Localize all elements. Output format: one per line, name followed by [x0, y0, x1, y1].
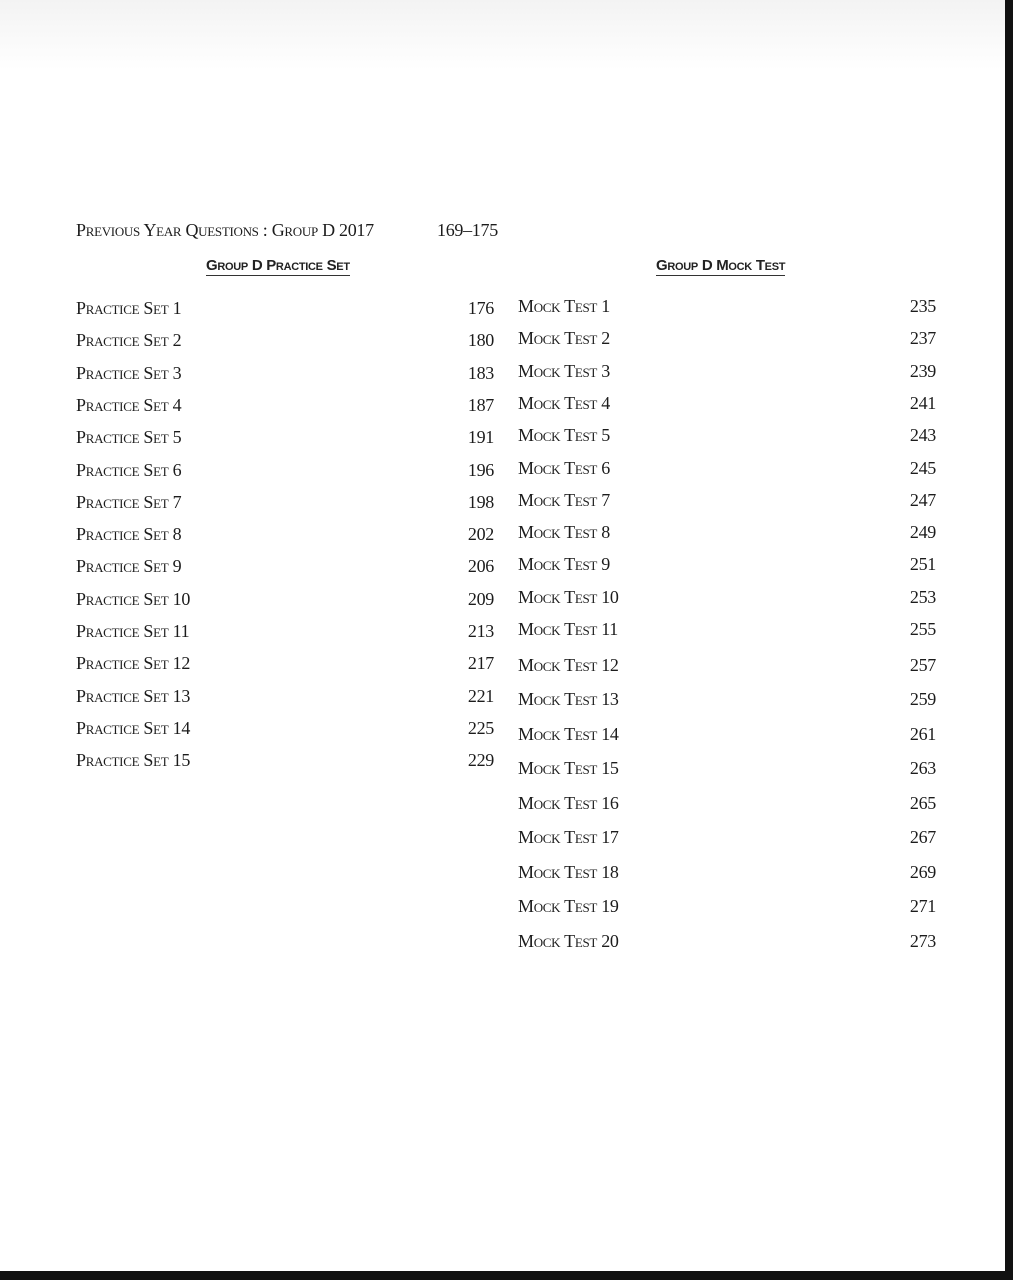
mock-test-label: Mock Test 18	[518, 862, 619, 882]
mock-test-label: Mock Test 11	[518, 619, 618, 639]
mock-test-entry	[518, 724, 936, 748]
mock-test-entry	[518, 587, 936, 611]
practice-set-page-number: 217	[467, 653, 494, 673]
mock-test-entry	[518, 393, 936, 417]
practice-set-entry	[76, 621, 494, 645]
mock-test-entry	[518, 490, 936, 514]
practice-set-heading: Group D Practice Set	[206, 257, 350, 274]
mock-test-entry	[518, 793, 936, 817]
practice-set-page-number: 202	[467, 524, 494, 544]
mock-test-label: Mock Test 13	[518, 689, 619, 709]
mock-test-entry	[518, 619, 936, 643]
scan-shadow	[0, 0, 1005, 70]
practice-set-entry	[76, 298, 494, 322]
mock-test-heading: Group D Mock Test	[656, 257, 786, 274]
mock-test-label: Mock Test 2	[518, 328, 610, 348]
practice-set-entry	[76, 363, 494, 387]
practice-set-label: Practice Set 3	[76, 363, 182, 383]
mock-test-entry	[518, 328, 936, 352]
mock-test-page-number: 273	[909, 931, 936, 951]
mock-test-label: Mock Test 1	[518, 296, 610, 316]
practice-set-label: Practice Set 5	[76, 427, 182, 447]
practice-set-page-number: 229	[467, 750, 494, 770]
mock-test-entry	[518, 296, 936, 320]
practice-set-entry	[76, 589, 494, 613]
practice-set-page-number: 196	[467, 460, 494, 480]
previous-year-pages: 169–175	[437, 220, 498, 240]
mock-test-label: Mock Test 17	[518, 827, 619, 847]
mock-test-label: Mock Test 4	[518, 393, 610, 413]
practice-set-label: Practice Set 6	[76, 460, 182, 480]
practice-set-label: Practice Set 1	[76, 298, 182, 318]
practice-set-entry	[76, 686, 494, 710]
mock-test-entry	[518, 554, 936, 578]
mock-test-page-number: 267	[909, 827, 936, 847]
mock-test-label: Mock Test 19	[518, 896, 619, 916]
mock-test-page-number: 247	[909, 490, 936, 510]
mock-test-entry	[518, 862, 936, 886]
mock-test-page-number: 257	[909, 655, 936, 675]
practice-set-page-number: 191	[467, 427, 494, 447]
practice-set-page-number: 225	[467, 718, 494, 738]
practice-set-page-number: 176	[467, 298, 494, 318]
practice-set-label: Practice Set 2	[76, 330, 182, 350]
mock-test-entry	[518, 896, 936, 920]
mock-test-page-number: 265	[909, 793, 936, 813]
practice-set-entry	[76, 395, 494, 419]
mock-test-page-number: 249	[909, 522, 936, 542]
practice-set-entry	[76, 653, 494, 677]
mock-test-page-number: 269	[909, 862, 936, 882]
mock-test-label: Mock Test 16	[518, 793, 619, 813]
mock-test-page-number: 245	[909, 458, 936, 478]
practice-set-label: Practice Set 8	[76, 524, 182, 544]
mock-test-entry	[518, 522, 936, 546]
practice-set-entry	[76, 718, 494, 742]
practice-set-label: Practice Set 10	[76, 589, 191, 609]
previous-year-entry	[76, 220, 496, 244]
practice-set-label: Practice Set 15	[76, 750, 191, 770]
mock-test-entry	[518, 689, 936, 713]
practice-set-entry	[76, 492, 494, 516]
practice-set-label: Practice Set 9	[76, 556, 182, 576]
practice-set-label: Practice Set 14	[76, 718, 191, 738]
mock-test-label: Mock Test 6	[518, 458, 610, 478]
mock-test-entry	[518, 931, 936, 955]
previous-year-label: Previous Year Questions : Group D 2017	[76, 220, 374, 240]
mock-test-entry	[518, 425, 936, 449]
practice-set-entry	[76, 330, 494, 354]
mock-test-page-number: 255	[909, 619, 936, 639]
practice-set-entry	[76, 556, 494, 580]
practice-set-entry	[76, 460, 494, 484]
mock-test-label: Mock Test 8	[518, 522, 610, 542]
mock-test-label: Mock Test 20	[518, 931, 619, 951]
mock-test-page-number: 251	[909, 554, 936, 574]
practice-set-label: Practice Set 11	[76, 621, 190, 641]
mock-test-page-number: 237	[909, 328, 936, 348]
mock-test-label: Mock Test 15	[518, 758, 619, 778]
mock-test-label: Mock Test 12	[518, 655, 619, 675]
practice-set-page-number: 221	[467, 686, 494, 706]
practice-set-page-number: 198	[467, 492, 494, 512]
practice-set-label: Practice Set 4	[76, 395, 182, 415]
mock-test-page-number: 253	[909, 587, 936, 607]
practice-set-label: Practice Set 13	[76, 686, 191, 706]
mock-test-label: Mock Test 5	[518, 425, 610, 445]
mock-test-entry	[518, 458, 936, 482]
mock-test-entry	[518, 361, 936, 385]
practice-set-label: Practice Set 7	[76, 492, 182, 512]
mock-test-page-number: 263	[909, 758, 936, 778]
mock-test-page-number: 243	[909, 425, 936, 445]
mock-test-entry	[518, 655, 936, 679]
mock-test-label: Mock Test 7	[518, 490, 610, 510]
practice-set-page-number: 213	[467, 621, 494, 641]
mock-test-page-number: 259	[909, 689, 936, 709]
mock-test-label: Mock Test 9	[518, 554, 610, 574]
mock-test-page-number: 261	[909, 724, 936, 744]
practice-set-entry	[76, 524, 494, 548]
practice-set-page-number: 183	[467, 363, 494, 383]
mock-test-label: Mock Test 14	[518, 724, 619, 744]
mock-test-entry	[518, 827, 936, 851]
mock-test-label: Mock Test 3	[518, 361, 610, 381]
practice-set-page-number: 206	[467, 556, 494, 576]
practice-set-page-number: 180	[467, 330, 494, 350]
mock-test-page-number: 235	[909, 296, 936, 316]
practice-set-label: Practice Set 12	[76, 653, 191, 673]
practice-set-page-number: 209	[467, 589, 494, 609]
mock-test-label: Mock Test 10	[518, 587, 619, 607]
practice-set-page-number: 187	[467, 395, 494, 415]
mock-test-page-number: 271	[909, 896, 936, 916]
mock-test-page-number: 239	[909, 361, 936, 381]
mock-test-page-number: 241	[909, 393, 936, 413]
practice-set-entry	[76, 427, 494, 451]
mock-test-entry	[518, 758, 936, 782]
practice-set-entry	[76, 750, 494, 774]
